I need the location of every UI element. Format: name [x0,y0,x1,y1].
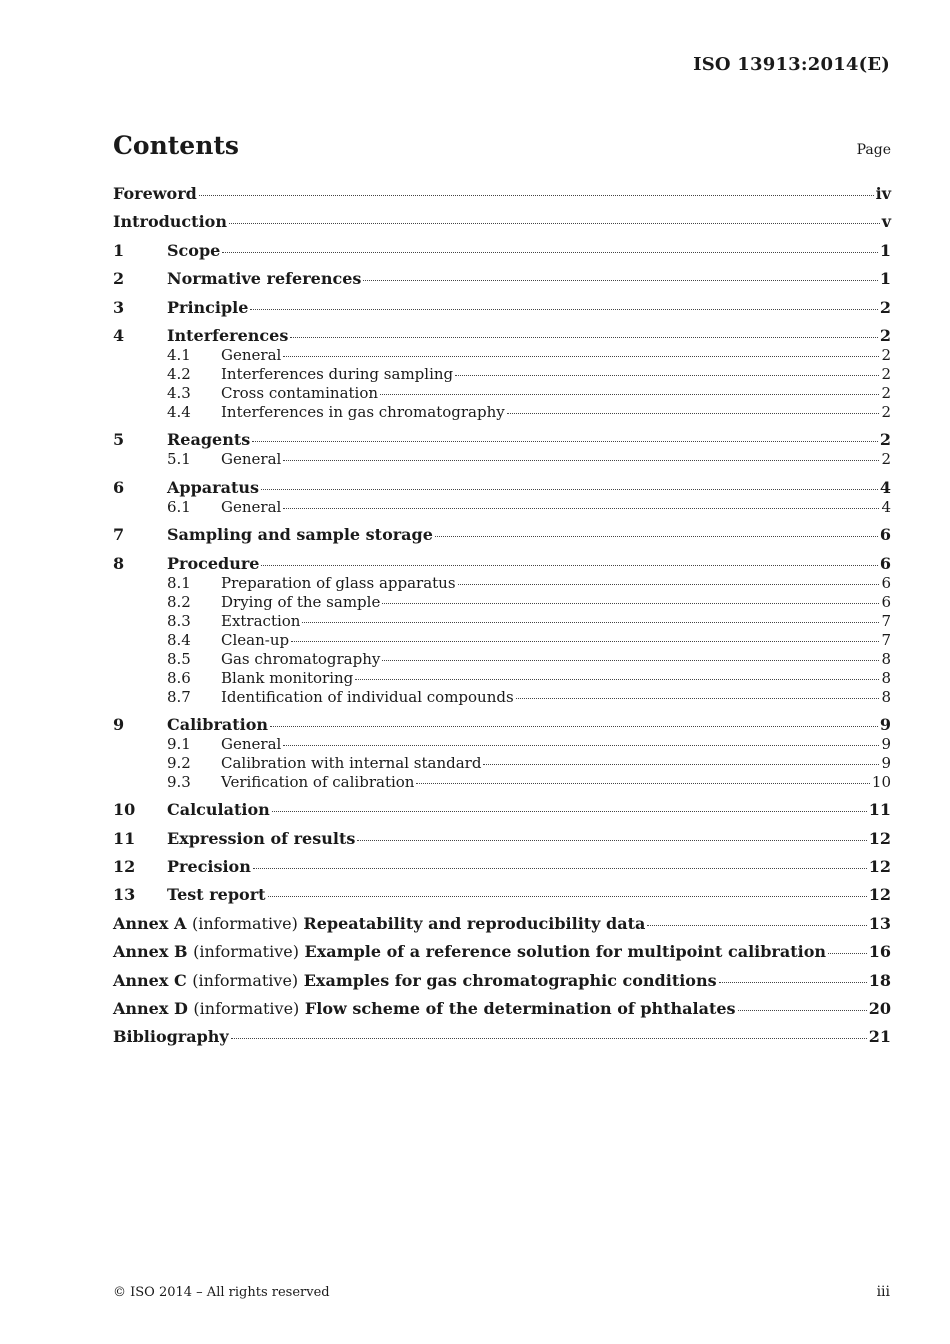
toc-entry-page: 21 [868,1027,891,1047]
toc-entry-page: 13 [868,913,891,933]
toc-entry-page: 8 [881,649,891,668]
toc-entry-number: 9.2 [167,753,191,772]
toc-entry-page: 8 [881,687,891,706]
toc-subentry[interactable] [113,735,891,754]
toc-entry-number: 8.6 [167,668,191,687]
toc-entry-title: Gas chromatography [221,649,381,668]
dot-leader [272,810,867,812]
toc-entry[interactable] [113,241,891,261]
toc-entry-title [113,942,826,962]
dot-leader [355,678,879,680]
dot-leader [738,1009,867,1011]
toc-entry-number: 7 [113,525,125,545]
toc-entry-title: Foreword [113,184,197,203]
dot-leader [261,564,877,566]
toc-entry-number: 4 [113,325,125,345]
annex-subtitle: Examples for gas chromatographic conditions [303,970,717,990]
toc-entry-title: Calibration with internal standard [221,753,482,772]
toc-subentry[interactable] [113,346,891,365]
toc-entry-page: 8 [881,668,891,687]
toc-entry-title: Principle [167,297,249,317]
dot-leader [357,839,866,841]
dot-leader [229,222,880,224]
toc-entry-number: 9 [113,714,125,734]
toc-subentry[interactable] [113,574,891,593]
toc-entry-title: General [221,497,282,516]
toc-entry-number: 8.3 [167,611,191,630]
toc-entry-number: 2 [113,269,125,289]
toc-entry-title: Verification of calibration [221,772,415,791]
toc-entry-title: Bibliography [113,1027,229,1047]
toc-entry[interactable] [113,715,891,735]
toc-entry-number: 9.1 [167,734,191,753]
toc-entry-number: 13 [113,885,136,905]
annex-note: (informative) [191,913,298,933]
toc-entry-number: 8.5 [167,649,191,668]
toc-entry-number: 10 [113,800,136,820]
document-id: ISO 13913:2014(E) [693,54,890,75]
dot-leader [647,924,866,926]
toc-subentry[interactable] [113,688,891,707]
toc-subentry[interactable] [113,650,891,669]
annex-label: Annex C [113,970,187,990]
toc-entry-number: 11 [113,828,136,848]
toc-entry-number: 1 [113,240,125,260]
dot-leader [222,251,878,253]
dot-leader [458,583,880,585]
toc-subentry[interactable] [113,450,891,469]
toc-entry-number: 6 [113,477,125,497]
toc-entry-number: 8.4 [167,630,191,649]
toc-entry-page: 2 [881,345,891,364]
contents-title: Contents [113,131,240,160]
toc-entry-page: 12 [868,885,891,905]
toc-entry-title [113,971,717,991]
toc-entry[interactable] [113,212,891,232]
toc-entry-number: 8.1 [167,573,191,592]
toc-entry-title: Sampling and sample storage [167,525,433,545]
toc-entry-number: 5 [113,430,125,450]
toc-entry-title: Cross contamination [221,383,379,402]
dot-leader [382,659,879,661]
dot-leader [283,459,879,461]
toc-entry-title: Extraction [221,611,301,630]
toc-entry-page: 2 [879,430,891,450]
toc-entry[interactable] [113,857,891,877]
toc-entry[interactable] [113,478,891,498]
toc-entry-number: 9.3 [167,772,191,791]
toc-entry-page: 2 [879,297,891,317]
toc-entry-number: 6.1 [167,497,191,516]
dot-leader [270,725,878,727]
dot-leader [416,782,869,784]
dot-leader [290,336,878,338]
toc-entry[interactable] [113,1027,891,1047]
toc-entry-title: Expression of results [167,828,356,848]
annex-subtitle: Repeatability and reproducibility data [303,913,646,933]
dot-leader [380,393,879,395]
toc-entry-number: 4.2 [167,364,191,383]
toc-entry[interactable] [113,829,891,849]
table-of-contents [113,184,891,1047]
toc-entry-page: 20 [868,999,891,1019]
toc-entry-title [113,914,645,934]
annex-note: (informative) [192,970,299,990]
toc-entry-title: General [221,450,282,469]
toc-entry[interactable] [113,269,891,289]
dot-leader [291,640,879,642]
toc-entry-page: 9 [881,753,891,772]
toc-entry-title: Reagents [167,430,251,450]
toc-entry-title: Preparation of glass apparatus [221,573,456,592]
toc-entry-page: iv [875,184,891,203]
toc-entry-number: 12 [113,857,136,877]
toc-entry[interactable] [113,184,891,204]
toc-entry[interactable] [113,525,891,545]
toc-entry-page: 16 [868,942,891,962]
toc-entry-title: General [221,734,282,753]
toc-entry[interactable] [113,999,891,1019]
toc-entry-page: 7 [881,630,891,649]
page-column-label: Page [856,142,891,158]
toc-entry-page: 12 [868,828,891,848]
toc-entry-page: 4 [881,497,891,516]
toc-entry-page: 2 [881,450,891,469]
dot-leader [302,621,879,623]
toc-entry-page: 7 [881,611,891,630]
toc-entry-title: Apparatus [167,477,259,497]
toc-entry[interactable] [113,914,891,934]
toc-entry-title: Introduction [113,212,227,232]
toc-entry-page: 1 [879,240,891,260]
footer-copyright: © ISO 2014 – All rights reserved [113,1285,330,1300]
dot-leader [507,412,880,414]
dot-leader [283,507,879,509]
toc-entry-page: 4 [879,477,891,497]
dot-leader [828,952,867,954]
toc-entry-title: Clean-up [221,630,290,649]
toc-subentry[interactable] [113,384,891,403]
toc-entry-title: General [221,345,282,364]
toc-entry-title: Identification of individual compounds [221,687,514,706]
toc-entry-number: 8.2 [167,592,191,611]
toc-entry-title: Interferences during sampling [221,364,454,383]
toc-entry[interactable] [113,430,891,450]
toc-subentry[interactable] [113,365,891,384]
toc-entry-number: 5.1 [167,450,191,469]
toc-entry-title: Scope [167,240,221,260]
toc-entry-page: 6 [879,525,891,545]
toc-entry-number: 4.4 [167,402,191,421]
annex-subtitle: Example of a reference solution for multipoint calibration [304,942,826,962]
toc-entry-page: 2 [879,325,891,345]
footer-page-number: iii [876,1284,890,1300]
toc-entry-page: v [881,212,891,232]
toc-entry-title: Blank monitoring [221,668,354,687]
toc-entry-title: Calculation [167,800,270,820]
dot-leader [382,602,879,604]
toc-entry-title: Precision [167,857,251,877]
dot-leader [363,279,877,281]
dot-leader [516,697,880,699]
toc-entry-page: 12 [868,857,891,877]
toc-subentry[interactable] [113,498,891,517]
toc-subentry[interactable] [113,669,891,688]
toc-entry[interactable] [113,971,891,991]
toc-entry-number: 8 [113,553,125,573]
dot-leader [199,194,874,196]
toc-entry-page: 1 [879,269,891,289]
toc-subentry[interactable] [113,612,891,631]
toc-entry-page: 2 [881,364,891,383]
toc-entry-page: 6 [879,553,891,573]
toc-entry-title [113,999,736,1019]
annex-label: Annex A [113,913,187,933]
toc-entry-page: 10 [871,772,891,791]
toc-entry-title: Interferences in gas chromatography [221,402,505,421]
toc-entry-number: 4.3 [167,383,191,402]
toc-subentry[interactable] [113,773,891,792]
toc-entry[interactable] [113,298,891,318]
toc-subentry[interactable] [113,631,891,650]
toc-entry-number: 8.7 [167,687,191,706]
annex-label: Annex B [113,942,188,962]
toc-subentry[interactable] [113,593,891,612]
toc-entry-number: 4.1 [167,345,191,364]
contents-heading-row [113,131,891,160]
toc-entry-title: Interferences [167,325,289,345]
dot-leader [435,535,878,537]
toc-entry-page: 9 [879,714,891,734]
dot-leader [268,895,867,897]
dot-leader [719,981,867,983]
toc-entry-page: 2 [881,402,891,421]
toc-entry-title: Normative references [167,269,362,289]
toc-entry[interactable] [113,554,891,574]
toc-entry-page: 2 [881,383,891,402]
toc-entry-title: Test report [167,885,266,905]
toc-entry-title: Drying of the sample [221,592,381,611]
toc-entry[interactable] [113,885,891,905]
toc-entry-page: 9 [881,734,891,753]
toc-entry-page: 18 [868,970,891,990]
dot-leader [252,440,878,442]
toc-entry-page: 11 [868,800,891,820]
toc-entry-title: Procedure [167,553,260,573]
toc-subentry[interactable] [113,754,891,773]
toc-entry-number: 3 [113,297,125,317]
dot-leader [231,1037,867,1039]
toc-entry-page: 6 [881,592,891,611]
toc-entry[interactable] [113,800,891,820]
toc-entry[interactable] [113,326,891,346]
toc-entry-page: 6 [881,573,891,592]
dot-leader [283,355,879,357]
toc-entry-title: Calibration [167,714,269,734]
dot-leader [283,744,879,746]
annex-note: (informative) [193,942,299,962]
dot-leader [261,488,878,490]
dot-leader [250,308,877,310]
dot-leader [455,374,879,376]
annex-note: (informative) [193,999,300,1019]
toc-entry[interactable] [113,942,891,962]
annex-label: Annex D [113,999,188,1019]
toc-subentry[interactable] [113,403,891,422]
annex-subtitle: Flow scheme of the determination of phthalates [304,999,736,1019]
dot-leader [253,867,867,869]
dot-leader [483,763,879,765]
